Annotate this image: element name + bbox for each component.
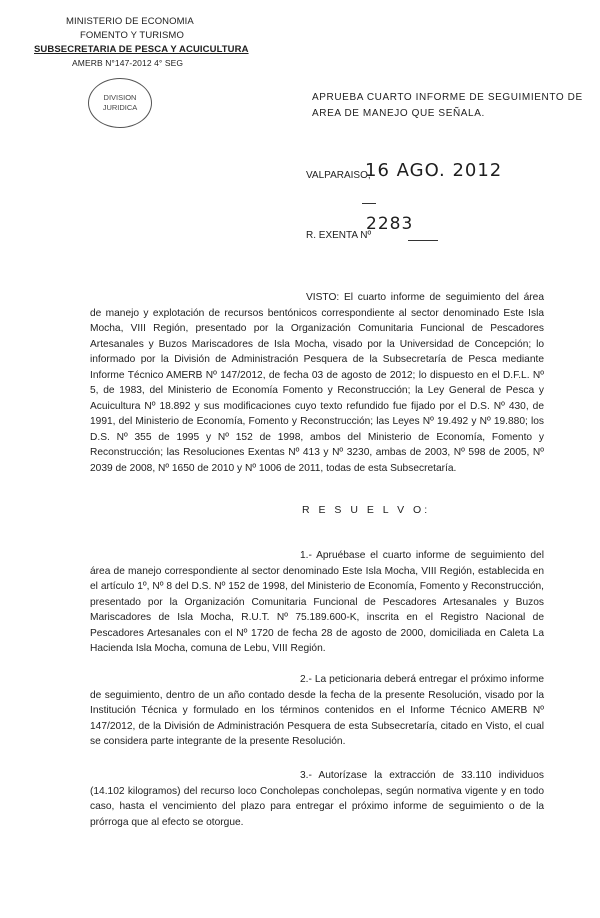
date-stamp: 16 AGO. 2012: [365, 160, 503, 181]
visto-paragraph: VISTO: El cuarto informe de seguimiento del área de manejo y explotación de recursos bentónicos correspondiente al sector denominado Este Isla Mocha, VIII Región, presentado por la Organización Comunitaria Funcional de Pescadores Artesanales y Buzos Mariscadores de Isla Mocha, visado por la Universidad de Concepción; lo informado por la División de Administración Pesquera de la Subsecretaría de Pesca mediante Informe Técnico AMERB Nº 147/2012, de fecha 03 de agosto de 2012; lo dispuesto en el D.F.L. Nº 5, de 1983, del Ministerio de Economía Fomento y Reconstrucción; la Ley General de Pesca y Acuicultura Nº 18.892 y sus modificaciones cuyo texto refundido fue fijado por el D.S. Nº 430, de 1991, del Ministerio de Economía, Fomento y Reconstrucción; las Leyes Nº 19.492 y Nº 19.880; los D.S. Nº 355 de 1995 y Nº 152 de 1998, ambos del Ministerio de Economía, Fomento y Reconstrucción; las Resoluciones Exentas Nº 413 y Nº 3230, ambas de 2003, Nº 598 de 2005, Nº 2039 de 2008, Nº 1650 de 2010 y Nº 1006 de 2011, todas de esta Subsecretaría.: [90, 292, 544, 474]
ministry-line: MINISTERIO DE ECONOMIA: [66, 16, 194, 27]
division-juridica-stamp: [88, 78, 152, 128]
exenta-number: 2283: [366, 214, 414, 234]
resolution-subject: [312, 90, 583, 122]
subject-line2: AREA DE MANEJO QUE SEÑALA.: [312, 108, 485, 119]
subject-line1: APRUEBA CUARTO INFORME DE SEGUIMIENTO DE: [312, 92, 583, 103]
stamp-line1: DIVISION: [103, 93, 137, 102]
city-label: VALPARAISO,: [306, 170, 371, 181]
dash-mark: [362, 203, 376, 204]
amerb-reference: AMERB N°147-2012 4° SEG: [72, 58, 184, 68]
exenta-label: R. EXENTA Nº: [306, 230, 372, 241]
resolution-item-3: 3.- Autorízase la extracción de 33.110 individuos (14.102 kilogramos) del recurso loco Concholepas concholepas, según normativa vigente y en todo caso, hasta el vencimiento del plazo para entregar el próximo informe de seguimiento o de la prórroga que al efecto se otorgue.: [90, 770, 544, 828]
subsecretaria-line: SUBSECRETARIA DE PESCA Y ACUICULTURA: [34, 44, 249, 55]
resolution-item-1: 1.- Apruébase el cuarto informe de seguimiento del área de manejo correspondiente al sector denominado Este Isla Mocha, VIII Región, establecida en el artículo 1º, Nº 8 del D.S. Nº 152 de 1998, del Ministerio de Economía, Fomento y Reconstrucción, presentado por la Organización Comunitaria Funcional de Pescadores Artesanales y Buzos Mariscadores de Isla Mocha, R.U.T. Nº 75.189.600-K, inscrita en el Registro Nacional de Pescadores Artesanales con el Nº 1720 de fecha 28 de agosto de 2000, domiciliada en Caleta La Hacienda Isla Mocha, comuna de Lebu, VIII Región.: [90, 550, 544, 654]
resuelvo-heading: R E S U E L V O:: [302, 504, 431, 516]
stamp-line2: JURIDICA: [102, 103, 138, 112]
ministry-subline: FOMENTO Y TURISMO: [80, 30, 184, 41]
exenta-underline: [408, 240, 438, 241]
resolution-item-2: 2.- La peticionaria deberá entregar el próximo informe de seguimiento, dentro de un año contado desde la fecha de la presente Resolución, visado por la Institución Técnica y formulado en los términos contenidos en el Informe Técnico AMERB Nº 147/2012, de la División de Administración Pesquera de esta Subsecretaría, citado en Visto, el cual se considera parte integrante de la presente Resolución.: [90, 674, 544, 747]
